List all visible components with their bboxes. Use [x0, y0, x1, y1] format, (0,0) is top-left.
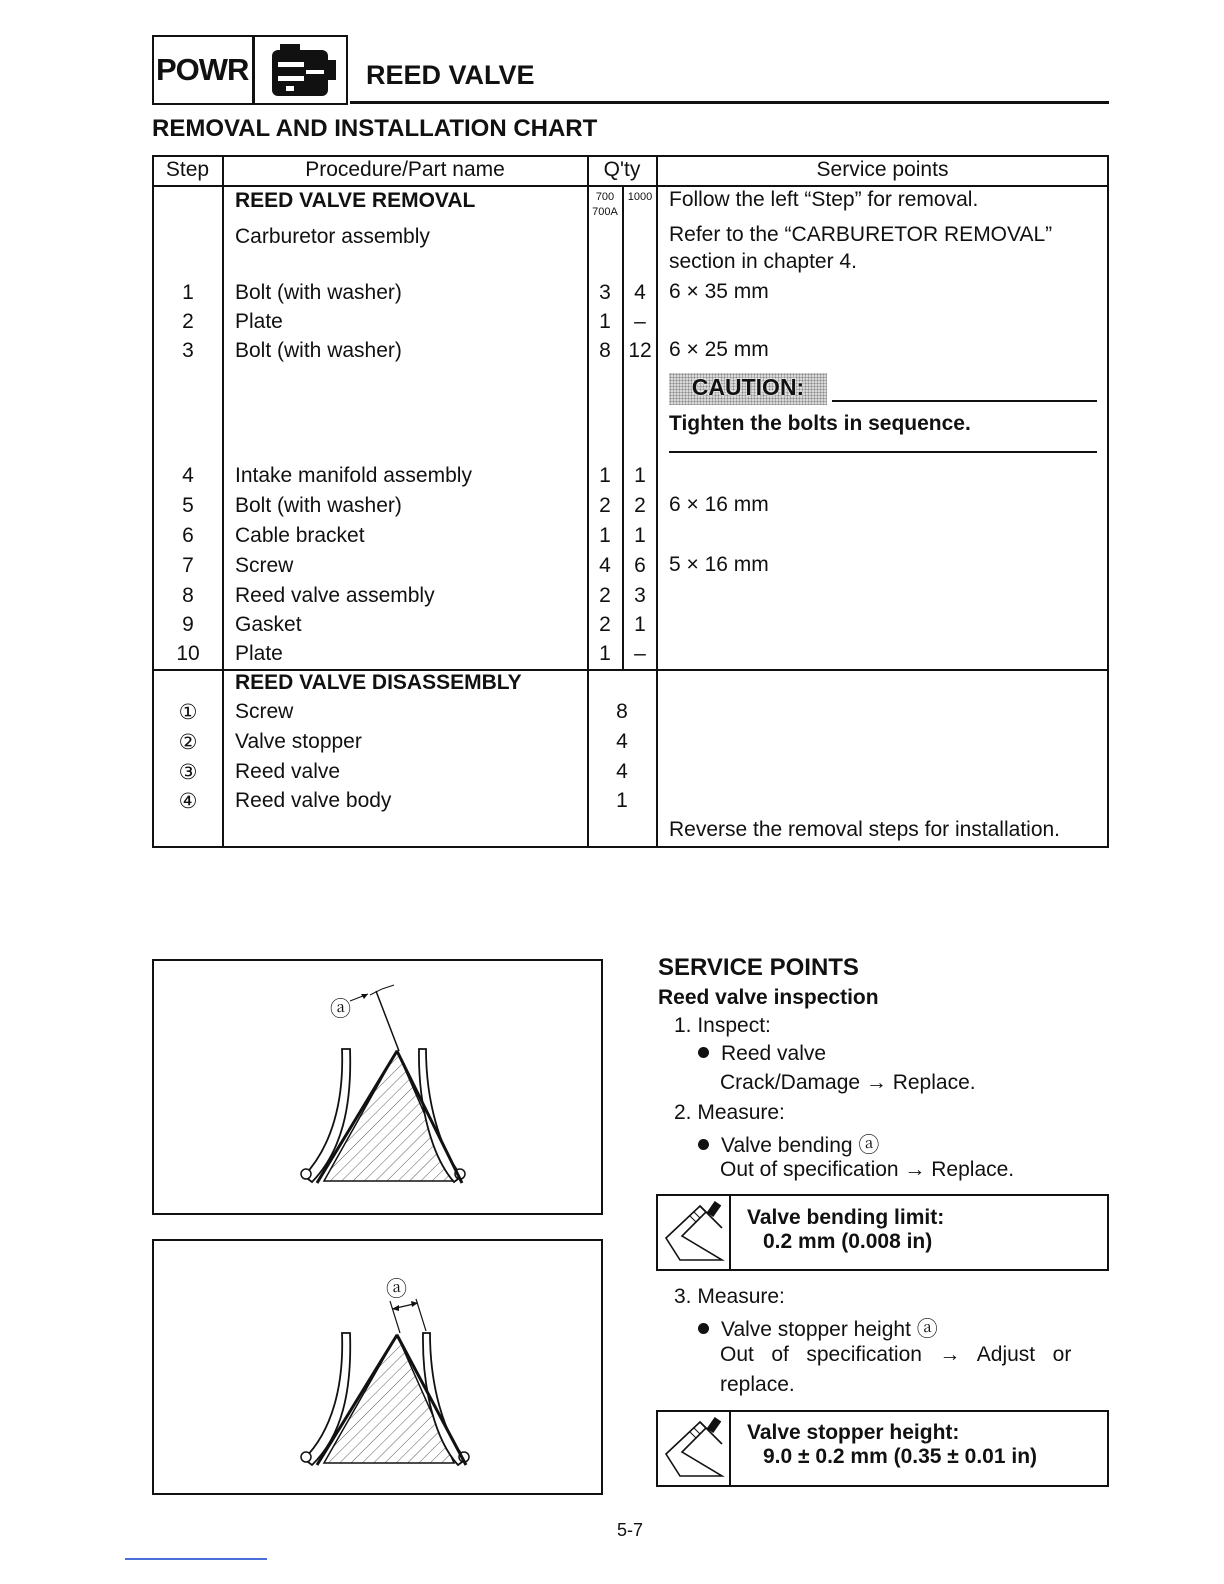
step-number: ④ [178, 790, 198, 813]
qty: 8 [616, 700, 628, 723]
header-rule [350, 101, 1109, 104]
part-name: Plate [235, 310, 283, 333]
caliper-icon [660, 1414, 728, 1482]
bullet-icon [698, 1323, 709, 1334]
removal-section-title: REED VALVE REMOVAL [235, 189, 476, 212]
part-name: Intake manifold assembly [235, 464, 472, 487]
step-number: 10 [176, 642, 200, 665]
qty: 4 [616, 760, 628, 783]
part-name: Screw [235, 700, 294, 723]
qty-700: 2 [599, 494, 611, 517]
qty-1000: 12 [628, 339, 652, 362]
spec-box-divider [729, 1410, 731, 1487]
service-note-refer: Refer to the “CARBURETOR REMOVAL” [669, 223, 1053, 246]
bullet-icon [698, 1047, 709, 1058]
qty-1000: 6 [634, 554, 646, 577]
bullet-text: Valve stopper height ⓐ [721, 1318, 938, 1341]
reed-valve-bending-diagram [154, 961, 600, 1212]
caution-rule [832, 400, 1097, 402]
bending-result: Out of specification → Replace. [720, 1158, 1015, 1181]
part-name: Reed valve body [235, 789, 392, 812]
qty-1000: 3 [634, 584, 646, 607]
service-note-screw7: 5 × 16 mm [669, 553, 769, 576]
disassembly-section-title: REED VALVE DISASSEMBLY [235, 671, 522, 694]
footer-link-line [125, 1558, 267, 1560]
qty-1000: 1 [634, 613, 646, 636]
qty-1000: – [634, 642, 646, 665]
spec-box-divider [729, 1194, 731, 1271]
step-number: 7 [182, 554, 194, 577]
step-number: ③ [178, 761, 198, 784]
step-number: 5 [182, 494, 194, 517]
part-name: Valve stopper [235, 730, 362, 753]
qty-model-1000: 1000 [627, 191, 653, 203]
service-points-title: SERVICE POINTS [658, 954, 859, 981]
section-badge-divider [252, 35, 255, 105]
service-note-reverse: Reverse the removal steps for installation. [669, 818, 1061, 841]
part-name: Bolt (with washer) [235, 494, 402, 517]
header-service-points: Service points [816, 158, 949, 181]
part-name: Bolt (with washer) [235, 339, 402, 362]
step-number: 1 [182, 281, 194, 304]
qty-700: 1 [599, 642, 611, 665]
chart-title: REMOVAL AND INSTALLATION CHART [152, 115, 598, 142]
header-step: Step [165, 158, 210, 181]
spec-value: 0.2 mm (0.008 in) [763, 1230, 933, 1253]
page-title: REED VALVE [366, 60, 535, 90]
bullet-text: Reed valve [721, 1042, 827, 1065]
inspect-result: Crack/Damage → Replace. [720, 1071, 976, 1094]
qty-700: 4 [599, 554, 611, 577]
qty-model-700a: 700A [592, 206, 618, 218]
qty-700: 1 [599, 524, 611, 547]
part-name: Reed valve assembly [235, 584, 435, 607]
part-name: Plate [235, 642, 283, 665]
figure-valve-stopper-height [152, 1239, 603, 1495]
engine-icon [266, 42, 342, 102]
section-code: POWR [156, 52, 249, 87]
qty-1000: 4 [634, 281, 646, 304]
service-note-follow: Follow the left “Step” for removal. [669, 188, 979, 211]
qty: 1 [616, 789, 628, 812]
qty-700: 8 [599, 339, 611, 362]
step-number: 6 [182, 524, 194, 547]
service-note-bolt5: 6 × 16 mm [669, 493, 769, 516]
figure-callout-a: ⓐ [386, 1278, 407, 1301]
service-points-subtitle: Reed valve inspection [658, 986, 879, 1009]
figure-valve-bending [152, 959, 603, 1215]
step-number: 9 [182, 613, 194, 636]
step-measure-stopper: 3. Measure: [674, 1285, 785, 1308]
caution-text: Tighten the bolts in sequence. [669, 412, 971, 435]
bullet-text: Valve bending ⓐ [721, 1134, 880, 1157]
caution-label: CAUTION: [691, 374, 805, 400]
qty-700: 1 [599, 310, 611, 333]
stopper-result: Out of specification → Adjust or [720, 1343, 1072, 1366]
part-name: Cable bracket [235, 524, 365, 547]
list-item [698, 1042, 826, 1066]
part-name: Bolt (with washer) [235, 281, 402, 304]
header-row-divider [152, 185, 1109, 187]
qty-1000: 1 [634, 464, 646, 487]
reed-valve-stopper-diagram [154, 1241, 600, 1492]
qty-1000: 2 [634, 494, 646, 517]
step-number: 4 [182, 464, 194, 487]
step-number: 3 [182, 339, 194, 362]
step-number: ② [178, 731, 198, 754]
qty-700: 3 [599, 281, 611, 304]
list-item [698, 1129, 879, 1159]
qty: 4 [616, 730, 628, 753]
qty-700: 2 [599, 584, 611, 607]
stopper-result-cont: replace. [720, 1373, 795, 1396]
qty-700: 1 [599, 464, 611, 487]
part-name: Reed valve [235, 760, 341, 783]
header-qty: Q'ty [603, 158, 641, 181]
service-note-refer-cont: section in chapter 4. [669, 250, 857, 273]
step-number: 8 [182, 584, 194, 607]
caliper-icon [660, 1198, 728, 1266]
step-inspect: 1. Inspect: [674, 1014, 771, 1037]
part-name: Carburetor assembly [235, 225, 430, 248]
service-note-bolt1: 6 × 35 mm [669, 280, 769, 303]
page-number: 5-7 [616, 1520, 643, 1540]
header-procedure: Procedure/Part name [305, 158, 505, 181]
qty-1000: – [634, 310, 646, 333]
spec-label: Valve stopper height: [747, 1421, 960, 1444]
qty-1000: 1 [634, 524, 646, 547]
qty-700: 2 [599, 613, 611, 636]
step-measure-bending: 2. Measure: [674, 1101, 785, 1124]
step-number: ① [178, 701, 198, 724]
qty-model-700: 700 [595, 191, 615, 203]
spec-value: 9.0 ± 0.2 mm (0.35 ± 0.01 in) [763, 1445, 1038, 1468]
part-name: Screw [235, 554, 294, 577]
bullet-icon [698, 1139, 709, 1150]
part-name: Gasket [235, 613, 302, 636]
service-note-bolt3: 6 × 25 mm [669, 338, 769, 361]
list-item [698, 1313, 938, 1343]
spec-label: Valve bending limit: [747, 1206, 945, 1229]
step-number: 2 [182, 310, 194, 333]
caution-end-rule [669, 451, 1097, 453]
figure-callout-a: ⓐ [330, 998, 351, 1021]
